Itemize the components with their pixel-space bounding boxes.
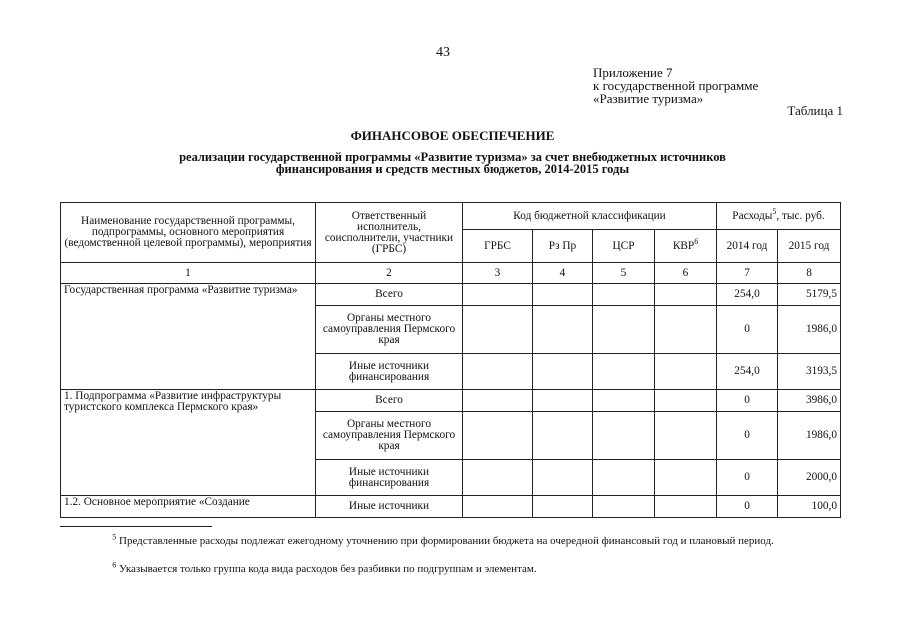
header-2014: 2014 год [717,230,778,263]
executor-cell: Органы местного самоуправления Пермского края [316,306,463,354]
value-2015: 3986,0 [778,390,841,412]
value-2014: 0 [717,460,778,496]
table-row [61,390,841,412]
grbs-cell [463,496,533,518]
executor-cell: Иные источники финансирования [316,460,463,496]
executor-cell: Иные источники [316,496,463,518]
value-2015: 2000,0 [778,460,841,496]
header-csr: ЦСР [593,230,655,263]
document-subtitle [110,151,795,175]
value-2015: 1986,0 [778,306,841,354]
footnote-ref-6: 6 [694,236,699,246]
document-title: ФИНАНСОВОЕ ОБЕСПЕЧЕНИЕ [350,128,555,143]
subtitle-line-2: финансирования и средств местных бюджетов, 2014-2015 годы [275,162,630,176]
header-kvr-label: КВР [672,239,695,252]
value-2015: 3193,5 [778,354,841,390]
footnote-mark: 6 [112,560,117,570]
rzpr-cell [533,496,593,518]
footnote-separator [60,526,212,527]
financing-table [60,202,841,518]
footnote-ref-5: 5 [772,206,777,216]
footnote-5 [60,532,850,547]
col-num: 4 [533,263,593,284]
header-grbs: ГРБС [463,230,533,263]
csr-cell [593,460,655,496]
value-2014: 0 [717,306,778,354]
col-num: 7 [717,263,778,284]
col-num: 1 [61,263,316,284]
header-expenses-unit: , тыс. руб. [776,209,825,222]
footnote-text: Указывается только группа кода вида расходов без разбивки по подгруппам и элементам. [116,563,537,575]
value-2015: 5179,5 [778,284,841,306]
value-2014: 254,0 [717,284,778,306]
header-2015: 2015 год [778,230,841,263]
subprogram-name: 1. Подпрограмма «Развитие инфраструктуры туристского комплекса Пермского края» [61,390,316,496]
column-numbers-row [61,263,841,284]
footnote-6 [60,560,850,575]
rzpr-cell [533,284,593,306]
col-num: 2 [316,263,463,284]
appendix-note [593,66,758,105]
col-num: 8 [778,263,841,284]
executor-cell: Всего [316,390,463,412]
kvr-cell [655,390,717,412]
value-2014: 0 [717,412,778,460]
rzpr-cell [533,354,593,390]
value-2014: 254,0 [717,354,778,390]
kvr-cell [655,460,717,496]
kvr-cell [655,306,717,354]
rzpr-cell [533,390,593,412]
executor-cell: Всего [316,284,463,306]
executor-cell: Органы местного самоуправления Пермского края [316,412,463,460]
header-expenses [717,203,841,230]
value-2015: 100,0 [778,496,841,518]
appendix-line-2: к государственной программе [593,78,759,93]
rzpr-cell [533,412,593,460]
header-name: Наименование государственной программы, подпрограммы, основного мероприятия (ведомственной целевой программы), мероприятия [61,203,316,263]
kvr-cell [655,496,717,518]
csr-cell [593,390,655,412]
table-row [61,284,841,306]
csr-cell [593,306,655,354]
csr-cell [593,284,655,306]
grbs-cell [463,284,533,306]
rzpr-cell [533,460,593,496]
grbs-cell [463,460,533,496]
grbs-cell [463,412,533,460]
kvr-cell [655,284,717,306]
col-num: 6 [655,263,717,284]
csr-cell [593,354,655,390]
program-name: Государственная программа «Развитие туризма» [61,284,316,390]
col-num: 3 [463,263,533,284]
value-2015: 1986,0 [778,412,841,460]
grbs-cell [463,354,533,390]
rzpr-cell [533,306,593,354]
footnote-mark: 5 [112,532,117,542]
executor-cell: Иные источники финансирования [316,354,463,390]
table-row [61,496,841,518]
header-row-top [61,203,841,230]
header-executor: Ответственный исполнитель, соисполнители, участники (ГРБС) [316,203,463,263]
header-budget-code: Код бюджетной классификации [463,203,717,230]
csr-cell [593,412,655,460]
subtitle-line-1: реализации государственной программы «Развитие туризма» за счет внебюджетных источников [179,150,726,164]
page-number: 43 [436,45,450,60]
grbs-cell [463,306,533,354]
kvr-cell [655,412,717,460]
header-rzpr: Рз Пр [533,230,593,263]
table-label: Таблица 1 [787,103,843,118]
appendix-line-1: Приложение 7 [593,65,673,80]
value-2014: 0 [717,390,778,412]
appendix-line-3: «Развитие туризма» [593,91,704,106]
header-kvr [655,230,717,263]
value-2014: 0 [717,496,778,518]
csr-cell [593,496,655,518]
grbs-cell [463,390,533,412]
activity-name: 1.2. Основное мероприятие «Создание [61,496,316,518]
kvr-cell [655,354,717,390]
col-num: 5 [593,263,655,284]
header-expenses-label: Расходы [732,209,773,222]
footnote-text: Представленные расходы подлежат ежегодному уточнению при формировании бюджета на очередной финансовый год и плановый период. [116,535,774,547]
